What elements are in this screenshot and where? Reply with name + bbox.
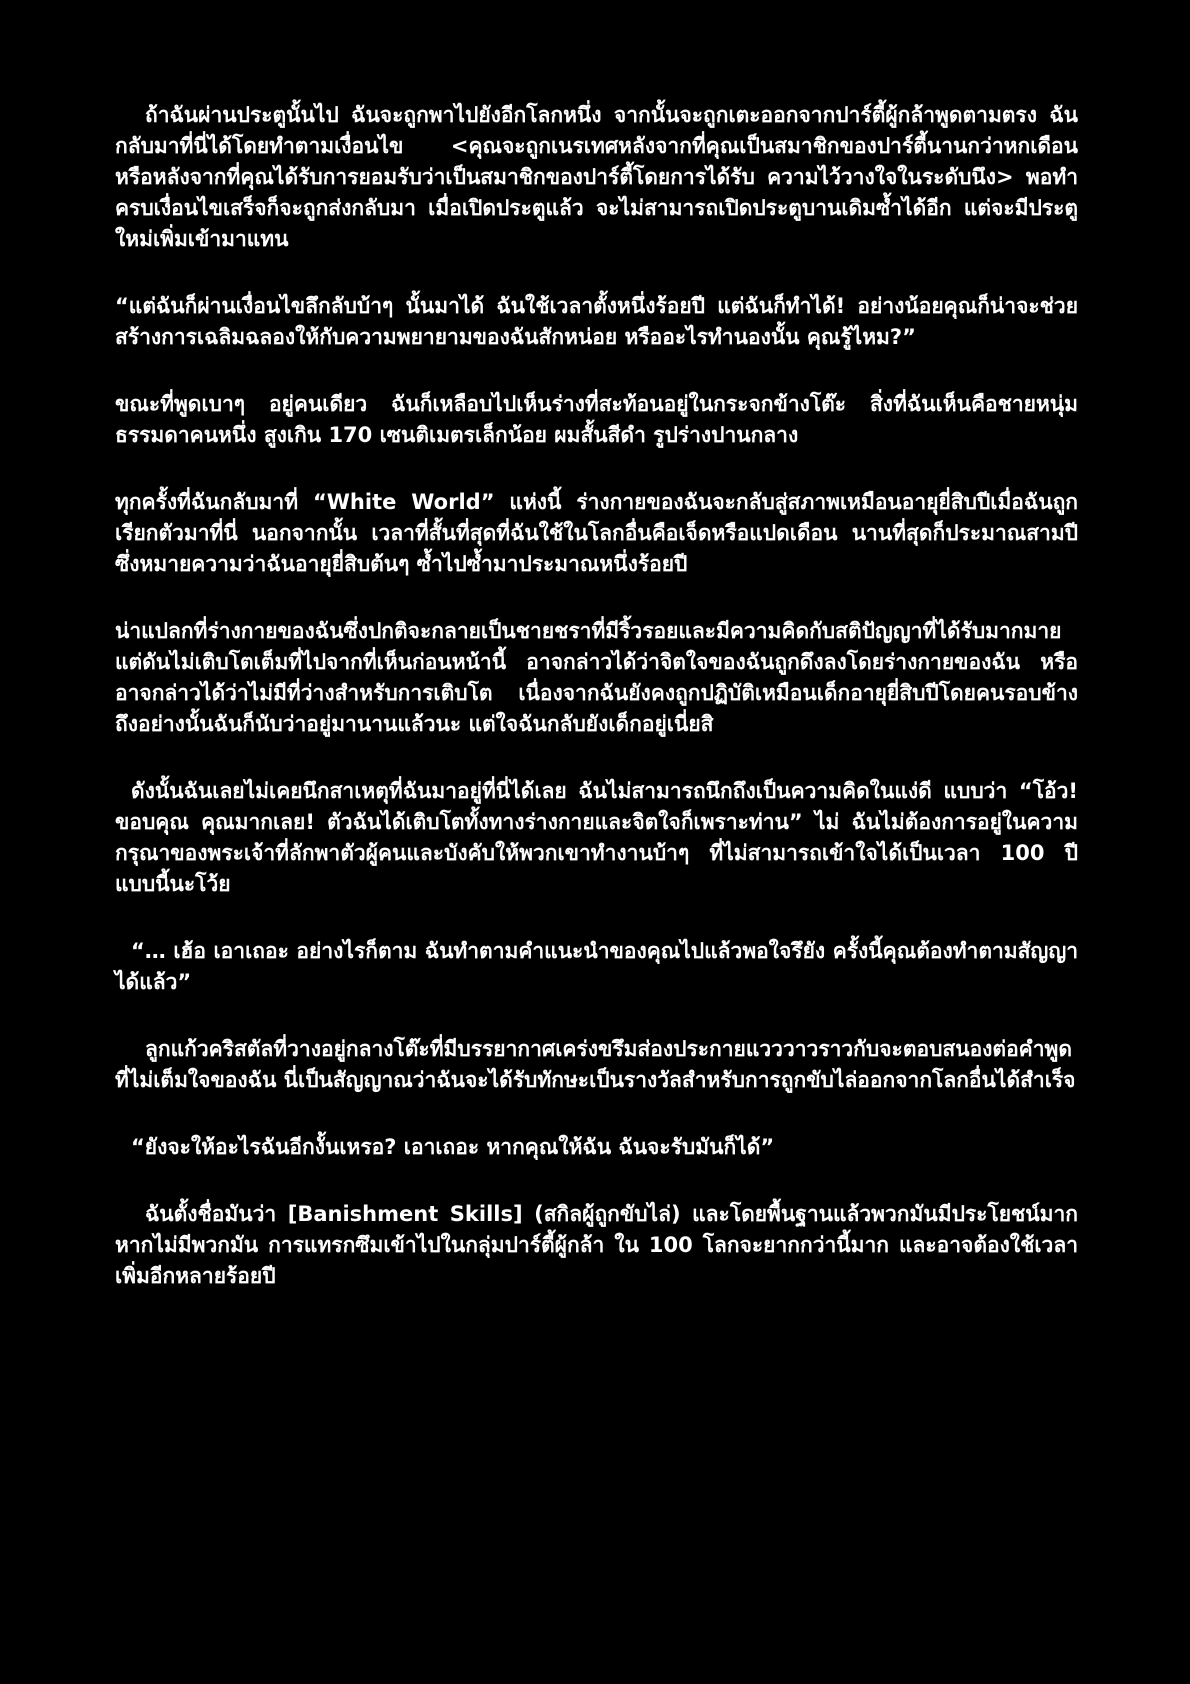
document-body bbox=[115, 100, 1078, 1328]
paragraph-8: ลูกแก้วคริสตัลที่วางอยู่กลางโต๊ะที่มีบรรยากาศเคร่งขรึมส่องประกายแวววาวราวกับจะตอบสนองต่อคำพูดที่ไม่เต็มใจของฉัน นี่เป็นสัญญาณว่าฉันจะได้รับทักษะเป็นรางวัลสำหรับการถูกขับไล่ออกจากโลกอื่นได้สำเร็จ bbox=[115, 1037, 1076, 1092]
paragraph-4: ทุกครั้งที่ฉันกลับมาที่ “White World” แห่งนี้ ร่างกายของฉันจะกลับสู่สภาพเหมือนอายุยี่สิบปีเมื่อฉันถูกเรียกตัวมาที่นี่ นอกจากนั้น เวลาที่สั้นที่สุดที่ฉันใช้ในโลกอื่นคือเจ็ดหรือแปดเดือน นานที่สุดก็ประมาณสามปี ซึ่งหมายความว่าฉันอายุยี่สิบต้นๆ ซ้ำไปซ้ำมาประมาณหนึ่งร้อยปี bbox=[115, 490, 1078, 576]
paragraph-5: น่าแปลกที่ร่างกายของฉันซึ่งปกติจะกลายเป็นชายชราที่มีริ้วรอยและมีความคิดกับสติปัญญาที่ได้รับมากมาย แต่ดันไม่เติบโตเต็มที่ไปจากที่เห็นก่อนหน้านี้ อาจกล่าวได้ว่าจิตใจของฉันถูกดึงลงโดยร่างกายของฉัน หรืออาจกล่าวได้ว่าไม่มีที่ว่างสำหรับการเติบโต เนื่องจากฉันยังคงถูกปฏิบัติเหมือนเด็กอายุยี่สิบปีโดยคนรอบข้าง ถึงอย่างนั้นฉันก็นับว่าอยู่มานานแล้วนะ แต่ใจฉันกลับยังเด็กอยู่เนี่ยสิ bbox=[115, 619, 1078, 736]
paragraph-6: ดังนั้นฉันเลยไม่เคยนึกสาเหตุที่ฉันมาอยู่ที่นี่ได้เลย ฉันไม่สามารถนึกถึงเป็นความคิดในแง่ดี แบบว่า “โอ้ว! ขอบคุณ คุณมากเลย! ตัวฉันได้เติบโตทั้งทางร่างกายและจิตใจก็เพราะท่าน” ไม่ ฉันไม่ต้องการอยู่ในความกรุณาของพระเจ้าที่ลักพาตัวผู้คนและบังคับให้พวกเขาทำงานบ้าๆ ที่ไม่สามารถเข้าใจได้เป็นเวลา 100 ปีแบบนี้นะโว้ย bbox=[115, 779, 1078, 896]
paragraph-10: ฉันตั้งชื่อมันว่า [Banishment Skills] (สกิลผู้ถูกขับไล่) และโดยพื้นฐานแล้วพวกมันมีประโยชน์มาก หากไม่มีพวกมัน การแทรกซึมเข้าไปในกลุ่มปาร์ตี้ผู้กล้า ใน 100 โลกจะยากกว่านี้มาก และอาจต้องใช้เวลาเพิ่มอีกหลายร้อยปี bbox=[115, 1202, 1078, 1288]
paragraph-7: “… เฮ้อ เอาเถอะ อย่างไรก็ตาม ฉันทำตามคำแนะนำของคุณไปแล้วพอใจรึยัง ครั้งนี้คุณต้องทำตามสัญญาได้แล้ว” bbox=[115, 939, 1078, 994]
paragraph-1: ถ้าฉันผ่านประตูนั้นไป ฉันจะถูกพาไปยังอีกโลกหนึ่ง จากนั้นจะถูกเตะออกจากปาร์ตี้ผู้กล้าพูดตามตรง ฉันกลับมาที่นี่ได้โดยทำตามเงื่อนไข <คุณจะถูกเนรเทศหลังจากที่คุณเป็นสมาชิกของปาร์ตี้นานกว่าหกเดือน หรือหลังจากที่คุณได้รับการยอมรับว่าเป็นสมาชิกของปาร์ตี้โดยการได้รับ ความไว้วางใจในระดับนึง> พอทำครบเงื่อนไขเสร็จก็จะถูกส่งกลับมา เมื่อเปิดประตูแล้ว จะไม่สามารถเปิดประตูบานเดิมซ้ำได้อีก แต่จะมีประตูใหม่เพิ่มเข้ามาแทน bbox=[115, 103, 1078, 251]
paragraph-9: “ยังจะให้อะไรฉันอีกงั้นเหรอ? เอาเถอะ หากคุณให้ฉัน ฉันจะรับมันก็ได้” bbox=[131, 1135, 775, 1159]
paragraph-2: “แต่ฉันก็ผ่านเงื่อนไขลึกลับบ้าๆ นั้นมาได้ ฉันใช้เวลาตั้งหนึ่งร้อยปี แต่ฉันก็ทำได้! อย่างน้อยคุณก็น่าจะช่วยสร้างการเฉลิมฉลองให้กับความพยายามของฉันสักหน่อย หรืออะไรทำนองนั้น คุณรู้ไหม?” bbox=[115, 294, 1078, 349]
paragraph-3: ขณะที่พูดเบาๆ อยู่คนเดียว ฉันก็เหลือบไปเห็นร่างที่สะท้อนอยู่ในกระจกข้างโต๊ะ สิ่งที่ฉันเห็นคือชายหนุ่มธรรมดาคนหนึ่ง สูงเกิน 170 เซนติเมตรเล็กน้อย ผมสั้นสีดำ รูปร่างปานกลาง bbox=[115, 392, 1078, 447]
